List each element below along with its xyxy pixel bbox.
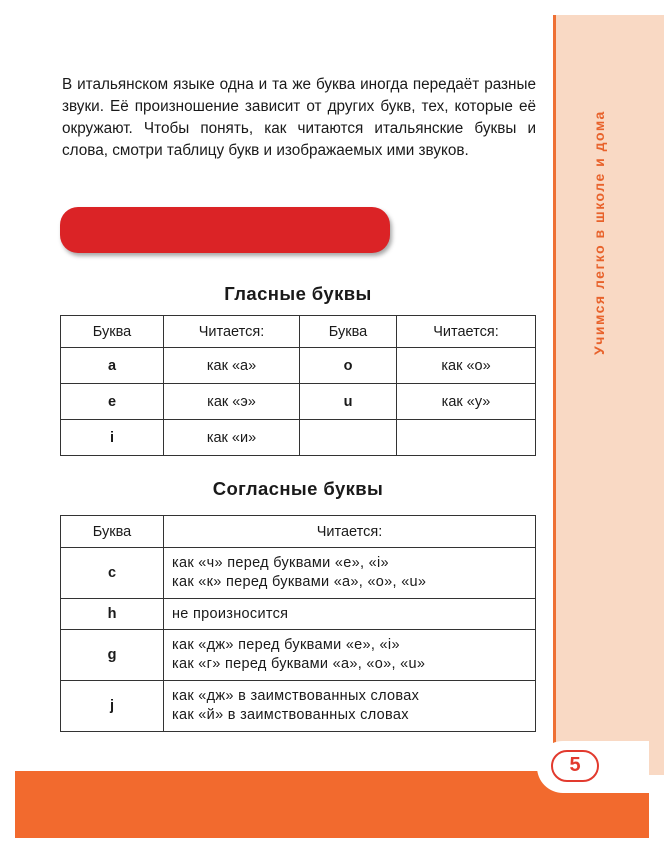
vowels-header-letter-1: Буква (61, 316, 164, 348)
consonant-letter: g (61, 630, 164, 681)
consonants-header-letter: Буква (61, 516, 164, 548)
consonant-letter: j (61, 681, 164, 732)
reading-line: как «й» в заимствованных словах (172, 707, 409, 723)
vowel-letter: a (61, 348, 164, 384)
consonant-reading (164, 630, 536, 681)
consonant-reading (164, 681, 536, 732)
vowel-reading: как «и» (164, 420, 300, 456)
vowels-header-letter-2: Буква (300, 316, 397, 348)
table-row (61, 548, 536, 599)
vowels-header-reading-1: Читается: (164, 316, 300, 348)
vowel-letter: u (300, 384, 397, 420)
vowel-reading: как «э» (164, 384, 300, 420)
table-row (61, 599, 536, 630)
vowel-letter: i (61, 420, 164, 456)
vowels-table (60, 315, 536, 456)
vowels-title: Гласные буквы (224, 283, 372, 304)
vowel-letter (300, 420, 397, 456)
table-row (61, 681, 536, 732)
vowels-header-reading-2: Читается: (397, 316, 536, 348)
reading-line: не произносится (172, 605, 289, 622)
consonants-table (60, 515, 536, 732)
table-row (61, 630, 536, 681)
side-band (553, 15, 664, 775)
vowel-reading: как «а» (164, 348, 300, 384)
reading-line: как «ч» перед буквами «e», «i» (172, 555, 389, 571)
table-row (61, 348, 536, 384)
consonant-letter: h (61, 599, 164, 630)
vowel-letter: e (61, 384, 164, 420)
vowels-header-row (61, 316, 536, 348)
intro-paragraph: В итальянском языке одна и та же буква иногда передаёт разные звуки. Её произношение зависит от других букв, тех, которые её окружают. Чтобы понять, как читаются итальянские буквы и слова, смотри таблицу букв и изображаемых ими звуков. (62, 76, 536, 159)
vowel-reading (397, 420, 536, 456)
consonants-title: Согласные буквы (212, 478, 384, 499)
vowel-reading: как «о» (397, 348, 536, 384)
side-label: Учимся легко в школе и дома (591, 110, 607, 355)
reading-line: как «г» перед буквами «a», «o», «u» (172, 656, 426, 672)
reading-line: как «дж» в заимствованных словах (172, 688, 420, 704)
consonants-header-reading: Читается: (164, 516, 536, 548)
consonants-header-row (61, 516, 536, 548)
red-banner (60, 207, 390, 253)
consonant-reading (164, 599, 536, 630)
vowel-letter: o (300, 348, 397, 384)
consonant-letter: c (61, 548, 164, 599)
page-number: 5 (551, 750, 599, 782)
reading-line: как «дж» перед буквами «e», «i» (172, 637, 400, 653)
vowel-reading: как «у» (397, 384, 536, 420)
table-row (61, 420, 536, 456)
consonant-reading (164, 548, 536, 599)
table-row (61, 384, 536, 420)
reading-line: как «к» перед буквами «a», «o», «u» (172, 574, 427, 590)
